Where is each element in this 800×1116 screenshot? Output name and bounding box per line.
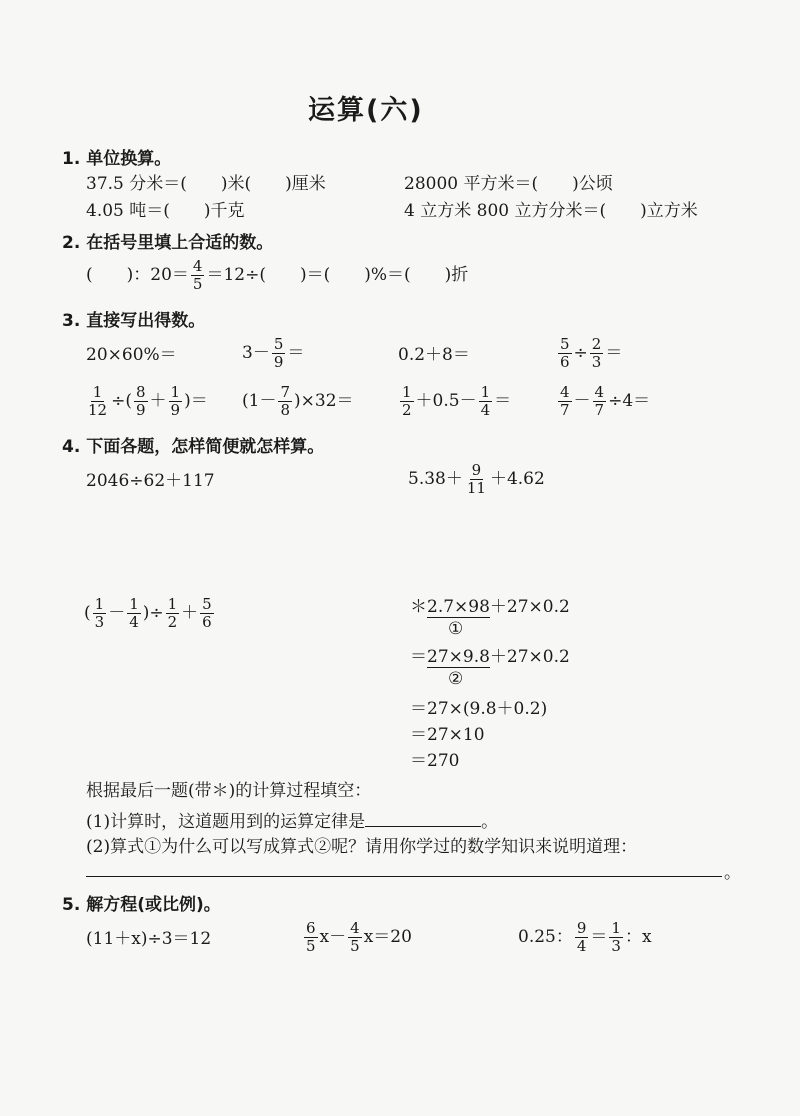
q5-item-b: $\frac{6}{5}$ x－ $\frac{4}{5}$ x＝20 xyxy=(306,919,412,955)
q2-equation xyxy=(86,258,468,293)
marker-circled-2: ② xyxy=(448,669,464,689)
q1-item-4: 4 立方米 800 立方分米＝( )立方米 xyxy=(404,201,698,221)
q4-item-d-line5: ＝270 xyxy=(410,751,460,771)
question-1-heading: 1. 单位换算。 xyxy=(62,149,172,169)
q4-item-a: 2046÷62＋117 xyxy=(86,471,215,491)
q4-item-c: ( $\frac{1}{3}$ － $\frac{1}{4}$ )÷ $\frac{1}{2}$ ＋ $\frac{5}{6}$ xyxy=(84,595,212,631)
q3-item-h: $\frac{4}{7}$ － $\frac{4}{7}$ ÷4＝ xyxy=(560,383,651,419)
q3-item-e: $\frac{1}{12}$ ÷( $\frac{8}{9}$ ＋ $\frac{1}{9}$ )＝ xyxy=(88,383,208,419)
q4-item-b: 5.38＋ $\frac{9}{11}$ ＋4.62 xyxy=(408,461,545,497)
q3-item-b: 3－ $\frac{5}{9}$ ＝ xyxy=(242,335,305,371)
question-3-heading: 3. 直接写出得数。 xyxy=(62,311,206,331)
answer-blank-2[interactable] xyxy=(86,858,722,877)
q4-item-d-line3: ＝27×(9.8＋0.2) xyxy=(410,699,548,719)
q3-item-f: (1－ $\frac{7}{8}$ )×32＝ xyxy=(242,383,354,419)
question-2-heading: 2. 在括号里填上合适的数。 xyxy=(62,233,274,253)
page-title: 运算(六) xyxy=(308,95,424,126)
q4-sub-question-2: (2)算式①为什么可以写成算式②呢？请用你学过的数学知识来说明道理： xyxy=(86,837,638,857)
q4-sub2-end: 。 xyxy=(724,863,741,883)
q1-item-1: 37.5 分米＝( )米( )厘米 xyxy=(86,174,326,194)
q3-item-a: 20×60%＝ xyxy=(86,345,177,365)
q4-note: 根据最后一题(带＊)的计算过程填空： xyxy=(86,781,372,801)
q1-item-2: 28000 平方米＝( )公顷 xyxy=(404,174,613,194)
question-5-heading: 5. 解方程(或比例)。 xyxy=(62,895,221,915)
q3-item-g: $\frac{1}{2}$ ＋0.5－ $\frac{1}{4}$ ＝ xyxy=(402,383,512,419)
q2-fraction: $\frac{4}{5}$ xyxy=(192,257,203,293)
q1-item-3: 4.05 吨＝( )千克 xyxy=(86,201,245,221)
marker-circled-1: ① xyxy=(448,619,464,639)
q5-item-c: 0.25： $\frac{9}{4}$ ＝ $\frac{1}{3}$ ：x xyxy=(518,919,652,955)
q4-item-d-line2: ＝27×9.8＋27×0.2 xyxy=(410,647,570,667)
q2-pre: ( )：20＝ xyxy=(86,265,189,285)
q3-item-c: 0.2＋8＝ xyxy=(398,345,470,365)
q4-item-d-line4: ＝27×10 xyxy=(410,725,485,745)
answer-blank-1[interactable] xyxy=(365,808,481,827)
question-4-heading: 4. 下面各题，怎样简便就怎样算。 xyxy=(62,437,325,457)
q3-item-d: $\frac{5}{6}$ ÷ $\frac{2}{3}$ ＝ xyxy=(560,335,623,371)
q2-post: ＝12÷( )＝( )%＝( )折 xyxy=(206,265,469,285)
q4-item-d-line1: ＊2.7×98＋27×0.2 xyxy=(410,597,570,617)
q5-item-a: (11＋x)÷3＝12 xyxy=(86,929,212,949)
q4-sub-question-1: (1)计算时，这道题用到的运算定律是 。 xyxy=(86,808,498,833)
